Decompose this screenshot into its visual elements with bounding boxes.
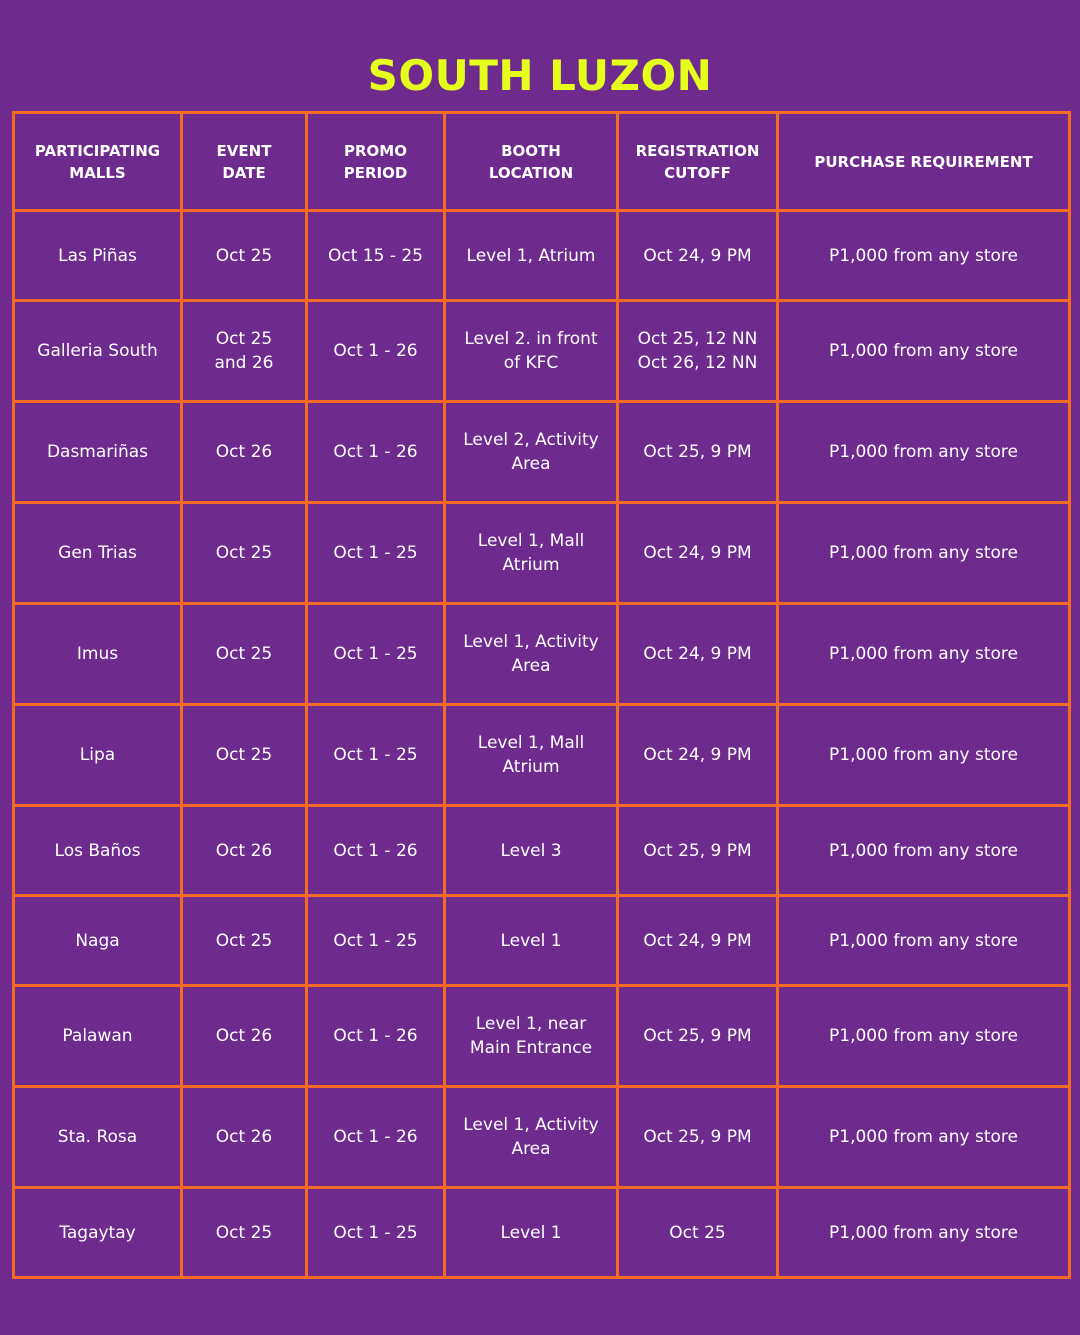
cell-promo-period [307, 604, 445, 705]
table-row [14, 705, 1070, 806]
cell-promo-period-line: Oct 1 - 26 [333, 1127, 418, 1147]
cell-booth-location [445, 896, 618, 986]
cell-booth-location [445, 986, 618, 1087]
cell-mall [14, 806, 182, 896]
cell-mall [14, 503, 182, 604]
cell-booth-location-line: Atrium [502, 757, 560, 777]
cell-event-date [182, 604, 307, 705]
cell-purchase-requirement [778, 705, 1070, 806]
cell-mall [14, 705, 182, 806]
cell-event-date-line: Oct 25 [215, 1222, 273, 1243]
cell-purchase-requirement [778, 503, 1070, 604]
cell-booth-location-line: Area [511, 1139, 551, 1159]
header-purchase-requirement-line: PURCHASE REQUIREMENT [814, 152, 1033, 171]
cell-registration-cutoff-line: Oct 25, 9 PM [643, 1026, 752, 1046]
cell-promo-period-line: Oct 1 - 25 [333, 543, 418, 563]
table-row [14, 503, 1070, 604]
cell-registration-cutoff [618, 986, 778, 1087]
cell-event-date-line: Oct 26 [215, 840, 273, 861]
cell-registration-cutoff-line: Oct 24, 9 PM [643, 245, 752, 266]
cell-promo-period-line: Oct 1 - 25 [333, 930, 418, 951]
header-registration-cutoff-line: CUTOFF [664, 163, 731, 182]
cell-promo-period [307, 1188, 445, 1278]
cell-event-date-line: Oct 25 [215, 543, 273, 563]
cell-purchase-requirement [778, 301, 1070, 402]
cell-registration-cutoff [618, 211, 778, 301]
cell-promo-period [307, 211, 445, 301]
cell-registration-cutoff [618, 705, 778, 806]
cell-mall [14, 604, 182, 705]
cell-event-date-line: Oct 25 [215, 745, 273, 765]
cell-registration-cutoff-line: Oct 25, 12 NN [637, 329, 758, 349]
cell-event-date [182, 705, 307, 806]
cell-purchase-requirement-line: P1,000 from any store [829, 543, 1018, 563]
cell-booth-location-line: Level 1, near [475, 1014, 587, 1034]
page-title: SOUTH LUZON [367, 51, 713, 100]
cell-purchase-requirement-line: P1,000 from any store [829, 442, 1018, 462]
cell-purchase-requirement [778, 604, 1070, 705]
cell-mall [14, 986, 182, 1087]
cell-purchase-requirement-line: P1,000 from any store [829, 840, 1018, 861]
cell-promo-period [307, 705, 445, 806]
table-row [14, 402, 1070, 503]
cell-booth-location-line: Level 1, Activity [463, 1115, 599, 1135]
cell-mall-line: Sta. Rosa [57, 1127, 138, 1147]
cell-registration-cutoff [618, 1087, 778, 1188]
table-row [14, 1087, 1070, 1188]
cell-mall-line: Los Baños [54, 840, 141, 861]
cell-event-date-line: Oct 25 [215, 245, 273, 266]
cell-booth-location-line: Level 1 [500, 1222, 562, 1243]
cell-purchase-requirement [778, 986, 1070, 1087]
cell-purchase-requirement [778, 211, 1070, 301]
table-row [14, 806, 1070, 896]
cell-promo-period-line: Oct 1 - 26 [333, 840, 418, 861]
cell-registration-cutoff [618, 604, 778, 705]
cell-event-date-line: and 26 [214, 353, 274, 373]
cell-promo-period-line: Oct 1 - 26 [333, 1026, 418, 1046]
cell-purchase-requirement-line: P1,000 from any store [829, 1127, 1018, 1147]
cell-event-date [182, 301, 307, 402]
cell-booth-location-line: Level 1 [500, 930, 562, 951]
cell-promo-period-line: Oct 1 - 26 [333, 341, 418, 361]
cell-mall [14, 896, 182, 986]
header-event-date [182, 113, 307, 211]
table-row [14, 211, 1070, 301]
cell-event-date-line: Oct 26 [215, 442, 273, 462]
header-event-date-line: EVENT [216, 141, 272, 160]
cell-registration-cutoff-line: Oct 25 [669, 1222, 726, 1243]
cell-promo-period-line: Oct 1 - 26 [333, 442, 418, 462]
cell-mall [14, 1087, 182, 1188]
cell-event-date [182, 503, 307, 604]
header-event-date-line: DATE [222, 163, 266, 182]
cell-promo-period-line: Oct 15 - 25 [327, 245, 423, 266]
cell-booth-location [445, 1188, 618, 1278]
table-row [14, 896, 1070, 986]
cell-purchase-requirement-line: P1,000 from any store [829, 1026, 1018, 1046]
cell-registration-cutoff [618, 301, 778, 402]
header-purchase-requirement [778, 113, 1070, 211]
cell-purchase-requirement-line: P1,000 from any store [829, 245, 1018, 266]
cell-registration-cutoff-line: Oct 25, 9 PM [643, 1127, 752, 1147]
cell-booth-location [445, 503, 618, 604]
header-booth-location [445, 113, 618, 211]
table-row [14, 604, 1070, 705]
cell-event-date-line: Oct 25 [215, 930, 273, 951]
cell-registration-cutoff-line: Oct 25, 9 PM [643, 442, 752, 462]
cell-purchase-requirement [778, 402, 1070, 503]
cell-event-date [182, 1188, 307, 1278]
cell-booth-location-line: Level 1, Atrium [466, 245, 596, 266]
cell-purchase-requirement-line: P1,000 from any store [829, 745, 1018, 765]
cell-event-date [182, 806, 307, 896]
header-registration-cutoff-line: REGISTRATION [635, 141, 760, 160]
cell-booth-location [445, 705, 618, 806]
cell-registration-cutoff [618, 402, 778, 503]
cell-registration-cutoff-line: Oct 24, 9 PM [643, 543, 752, 563]
header-promo-period-line: PROMO [344, 141, 407, 160]
cell-booth-location [445, 1087, 618, 1188]
cell-promo-period-line: Oct 1 - 25 [333, 1222, 418, 1243]
cell-registration-cutoff [618, 896, 778, 986]
cell-mall [14, 211, 182, 301]
cell-mall [14, 301, 182, 402]
cell-mall-line: Tagaytay [59, 1222, 136, 1243]
header-participating-malls [14, 113, 182, 211]
header-booth-location-line: BOOTH [501, 141, 561, 160]
cell-booth-location [445, 211, 618, 301]
cell-purchase-requirement [778, 1188, 1070, 1278]
cell-event-date [182, 402, 307, 503]
cell-booth-location-line: of KFC [503, 353, 559, 373]
cell-mall [14, 402, 182, 503]
header-promo-period-line: PERIOD [343, 163, 408, 182]
cell-registration-cutoff-line: Oct 24, 9 PM [643, 644, 752, 664]
table-row [14, 301, 1070, 402]
cell-booth-location-line: Level 3 [500, 840, 562, 861]
cell-promo-period [307, 1087, 445, 1188]
table-row [14, 986, 1070, 1087]
cell-booth-location-line: Level 1, Mall [477, 531, 585, 551]
cell-booth-location-line: Area [511, 656, 551, 676]
cell-mall-line: Naga [75, 930, 120, 951]
cell-event-date-line: Oct 26 [215, 1026, 273, 1046]
cell-mall-line: Las Piñas [58, 245, 137, 266]
cell-promo-period [307, 806, 445, 896]
cell-event-date-line: Oct 26 [215, 1127, 273, 1147]
cell-registration-cutoff-line: Oct 25, 9 PM [643, 840, 752, 861]
cell-promo-period [307, 896, 445, 986]
cell-mall-line: Palawan [62, 1026, 133, 1046]
cell-registration-cutoff-line: Oct 24, 9 PM [643, 745, 752, 765]
cell-purchase-requirement [778, 1087, 1070, 1188]
cell-purchase-requirement-line: P1,000 from any store [829, 341, 1018, 361]
header-participating-malls-line: MALLS [69, 163, 126, 182]
cell-mall-line: Lipa [79, 745, 116, 765]
cell-registration-cutoff [618, 806, 778, 896]
cell-registration-cutoff-line: Oct 26, 12 NN [637, 353, 758, 373]
table-header-row [14, 113, 1070, 211]
cell-booth-location-line: Atrium [502, 555, 560, 575]
cell-purchase-requirement [778, 896, 1070, 986]
cell-booth-location [445, 402, 618, 503]
cell-booth-location-line: Area [511, 454, 551, 474]
cell-purchase-requirement-line: P1,000 from any store [829, 1222, 1018, 1243]
cell-event-date [182, 1087, 307, 1188]
cell-booth-location-line: Main Entrance [469, 1038, 593, 1058]
header-booth-location-line: LOCATION [488, 163, 574, 182]
cell-promo-period-line: Oct 1 - 25 [333, 745, 418, 765]
table-body [14, 211, 1070, 1278]
cell-booth-location [445, 604, 618, 705]
cell-mall [14, 1188, 182, 1278]
cell-booth-location-line: Level 2, Activity [463, 430, 599, 450]
cell-mall-line: Imus [76, 644, 119, 664]
cell-booth-location-line: Level 2. in front [464, 329, 598, 349]
cell-booth-location [445, 301, 618, 402]
cell-event-date [182, 211, 307, 301]
cell-mall-line: Gen Trias [58, 543, 137, 563]
table-row [14, 1188, 1070, 1278]
cell-purchase-requirement [778, 806, 1070, 896]
cell-promo-period [307, 503, 445, 604]
cell-promo-period [307, 986, 445, 1087]
cell-purchase-requirement-line: P1,000 from any store [829, 644, 1018, 664]
header-registration-cutoff [618, 113, 778, 211]
cell-promo-period [307, 402, 445, 503]
cell-mall-line: Galleria South [37, 341, 158, 361]
cell-event-date [182, 896, 307, 986]
mall-schedule-table [12, 111, 1071, 1279]
cell-promo-period [307, 301, 445, 402]
cell-mall-line: Dasmariñas [46, 442, 149, 462]
header-promo-period [307, 113, 445, 211]
cell-registration-cutoff [618, 503, 778, 604]
cell-registration-cutoff [618, 1188, 778, 1278]
cell-booth-location-line: Level 1, Activity [463, 632, 599, 652]
cell-booth-location-line: Level 1, Mall [477, 733, 585, 753]
cell-registration-cutoff-line: Oct 24, 9 PM [643, 930, 752, 951]
cell-promo-period-line: Oct 1 - 25 [333, 644, 418, 664]
header-participating-malls-line: PARTICIPATING [34, 141, 161, 160]
cell-purchase-requirement-line: P1,000 from any store [829, 930, 1018, 951]
cell-event-date-line: Oct 25 [215, 644, 273, 664]
cell-event-date [182, 986, 307, 1087]
cell-event-date-line: Oct 25 [215, 329, 273, 349]
cell-booth-location [445, 806, 618, 896]
